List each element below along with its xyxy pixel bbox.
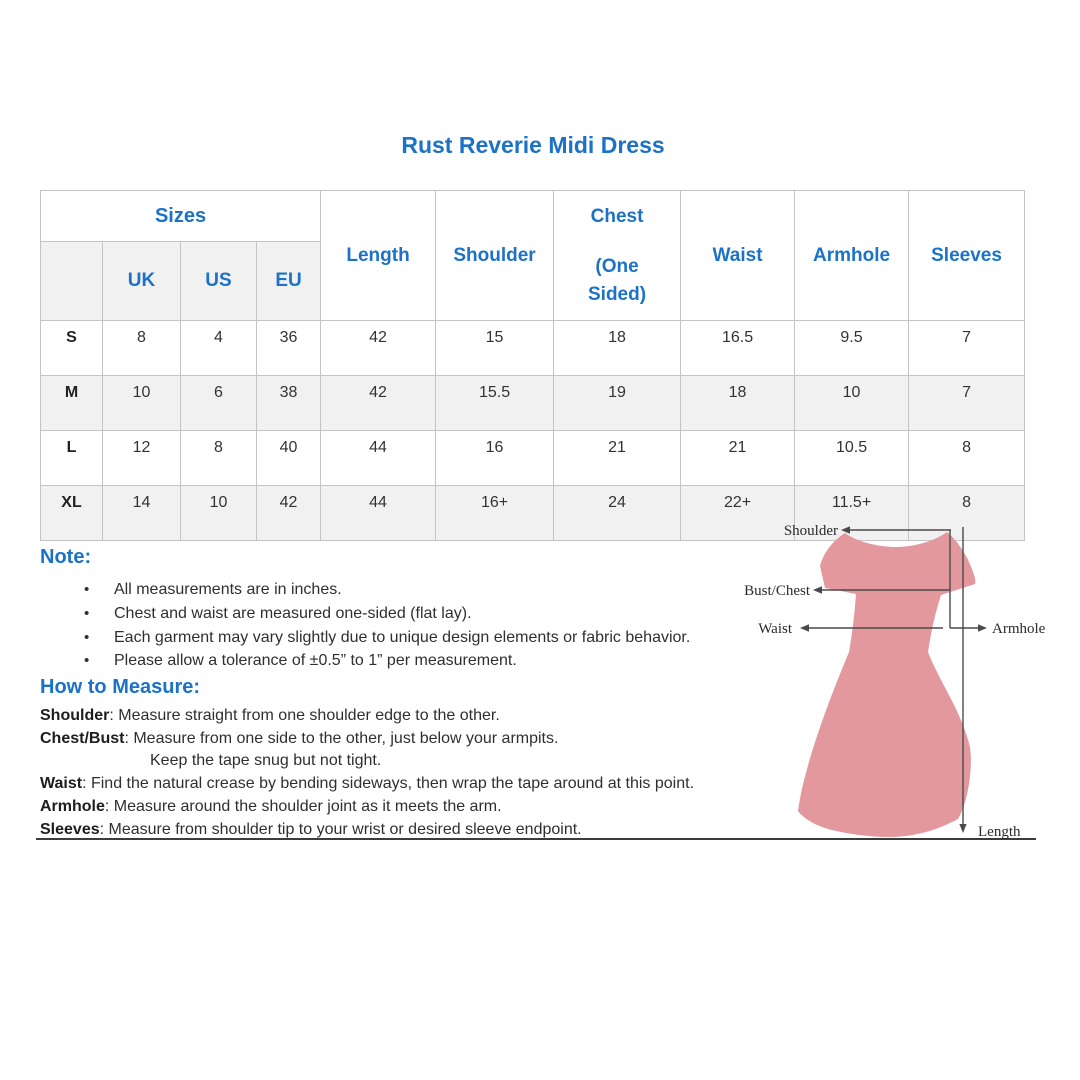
value-cell: 10 — [795, 376, 909, 431]
value-cell: 8 — [909, 486, 1025, 541]
page-title: Rust Reverie Midi Dress — [401, 132, 665, 158]
col-header-eu: EU — [257, 242, 321, 321]
col-header-sleeves: Sleeves — [909, 191, 1025, 321]
value-cell: 7 — [909, 376, 1025, 431]
size-cell: S — [41, 321, 103, 376]
size-cell: XL — [41, 486, 103, 541]
dress-measurement-diagram — [735, 505, 1065, 850]
step-label: Sleeves — [40, 820, 100, 838]
howto-step-armhole — [40, 796, 840, 819]
value-cell: 8 — [181, 431, 257, 486]
value-cell: 21 — [554, 431, 681, 486]
label-shoulder: Shoulder — [783, 523, 838, 539]
bust-arrow-icon — [813, 586, 822, 593]
how-to-measure-heading: How to Measure: — [40, 676, 201, 698]
value-cell: 15.5 — [436, 376, 554, 431]
col-header-chest — [554, 191, 681, 321]
value-cell: 10 — [181, 486, 257, 541]
notes-section — [40, 546, 820, 673]
how-to-measure-section — [40, 676, 840, 841]
col-header-shoulder: Shoulder — [436, 191, 554, 321]
notes-list — [40, 578, 820, 673]
value-cell: 24 — [554, 486, 681, 541]
value-cell: 7 — [909, 321, 1025, 376]
label-bust-chest: Bust/Chest — [744, 583, 810, 599]
value-cell: 14 — [103, 486, 181, 541]
label-waist: Waist — [758, 621, 792, 637]
value-cell: 42 — [321, 321, 436, 376]
value-cell: 16.5 — [681, 321, 795, 376]
col-header-armhole: Armhole — [795, 191, 909, 321]
value-cell: 6 — [181, 376, 257, 431]
value-cell: 12 — [103, 431, 181, 486]
value-cell: 16+ — [436, 486, 554, 541]
step-label: Chest/Bust — [40, 729, 125, 747]
value-cell: 8 — [103, 321, 181, 376]
value-cell: 21 — [681, 431, 795, 486]
step-label: Shoulder — [40, 707, 110, 724]
value-cell: 44 — [321, 431, 436, 486]
step-label: Armhole — [40, 797, 105, 815]
col-header-us: US — [181, 242, 257, 321]
size-cell: L — [41, 431, 103, 486]
value-cell: 18 — [554, 321, 681, 376]
step-text: : Measure from one side to the other, just below your armpits. — [124, 729, 559, 747]
value-cell: 9.5 — [795, 321, 909, 376]
label-armhole: Armhole — [992, 621, 1046, 637]
shoulder-arrow-icon — [841, 526, 850, 533]
note-item: • Chest and waist are measured one-sided (flat lay). — [40, 602, 820, 626]
step-text: : Measure straight from one shoulder edge to the other. — [109, 707, 500, 724]
value-cell: 42 — [257, 486, 321, 541]
step-label: Waist — [40, 775, 83, 793]
note-item: • Each garment may vary slightly due to unique design elements or fabric behavior. — [40, 626, 820, 650]
step-text: Keep the tape snug but not tight. — [150, 752, 382, 770]
howto-step-shoulder — [40, 705, 840, 728]
value-cell: 10 — [103, 376, 181, 431]
value-cell: 40 — [257, 431, 321, 486]
col-header-uk: UK — [103, 242, 181, 321]
value-cell: 42 — [321, 376, 436, 431]
value-cell: 18 — [681, 376, 795, 431]
note-item: • All measurements are in inches. — [40, 578, 820, 602]
step-text: : Measure from shoulder tip to your wrist or desired sleeve endpoint. — [99, 820, 582, 838]
note-item: • Please allow a tolerance of ±0.5” to 1” per measurement. — [40, 649, 820, 673]
howto-step-waist — [40, 773, 840, 796]
value-cell: 38 — [257, 376, 321, 431]
waist-arrow-icon — [800, 624, 809, 631]
value-cell: 10.5 — [795, 431, 909, 486]
step-text: : Find the natural crease by bending sideways, then wrap the tape around at this point. — [82, 775, 695, 793]
dress-silhouette — [798, 532, 975, 837]
col-header-waist: Waist — [681, 191, 795, 321]
label-length: Length — [978, 824, 1021, 840]
value-cell: 4 — [181, 321, 257, 376]
table-row-m — [41, 376, 1025, 431]
size-cell: M — [41, 376, 103, 431]
corner-cell — [41, 242, 103, 321]
value-cell: 8 — [909, 431, 1025, 486]
col-header-length: Length — [321, 191, 436, 321]
step-text: : Measure around the shoulder joint as it meets the arm. — [104, 797, 502, 815]
value-cell: 19 — [554, 376, 681, 431]
value-cell: 16 — [436, 431, 554, 486]
how-to-measure-steps — [40, 705, 840, 841]
table-row-l — [41, 431, 1025, 486]
chest-header-line2: (One Sided) — [588, 255, 647, 305]
armhole-arrow-icon — [978, 624, 987, 631]
table-row-s — [41, 321, 1025, 376]
value-cell: 22+ — [681, 486, 795, 541]
value-cell: 44 — [321, 486, 436, 541]
howto-step-chest-cont — [40, 750, 840, 773]
notes-heading: Note: — [40, 546, 92, 568]
value-cell: 15 — [436, 321, 554, 376]
value-cell: 36 — [257, 321, 321, 376]
size-chart-table — [40, 190, 1025, 541]
value-cell: 11.5+ — [795, 486, 909, 541]
header-row-1 — [41, 191, 1025, 242]
chest-header-line1: Chest — [590, 205, 644, 227]
howto-step-chest — [40, 728, 840, 751]
col-header-sizes: Sizes — [41, 191, 321, 242]
length-arrow-icon — [959, 824, 966, 833]
